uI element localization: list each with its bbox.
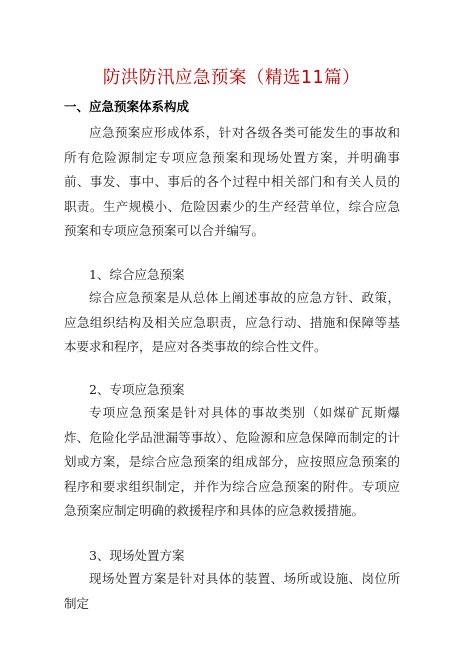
section-heading: 一、应急预案体系构成 (64, 99, 190, 114)
document-title: 防洪防汛应急预案（精选11篇） (102, 68, 361, 88)
subheading-onsite-plan: 3、现场处置方案 (89, 548, 185, 563)
subheading-special-plan: 2、专项应急预案 (89, 382, 185, 397)
subheading-comprehensive-plan: 1、综合应急预案 (89, 267, 185, 282)
paragraph-onsite-plan: 现场处置方案是针对具体的装置、场所或设施、岗位所制定 (64, 571, 400, 611)
paragraph-special-plan: 专项应急预案是针对具体的事故类别（如煤矿瓦斯爆炸、危险化学品泄漏等事故）、危险源和应急保障而制定的计划或方案，是综合应急预案的组成部分，应按照应急预案的程序和要求组织制定，并作为综合应急预案的附件。专项应急预案应制定明确的救援程序和具体的应急救援措施。 (64, 405, 400, 518)
paragraph-intro: 应急预案应形成体系，针对各级各类可能发生的事故和所有危险源制定专项应急预案和现场处置方案，并明确事前、事发、事中、事后的各个过程中相关部门和有关人员的职责。生产规模小、危险因素少的生产经营单位，综合应急预案和专项应急预案可以合并编写。 (64, 125, 400, 238)
paragraph-comprehensive-plan: 综合应急预案是从总体上阐述事故的应急方针、政策，应急组织结构及相关应急职责，应急行动、措施和保障等基本要求和程序，是应对各类事故的综合性文件。 (64, 290, 400, 354)
